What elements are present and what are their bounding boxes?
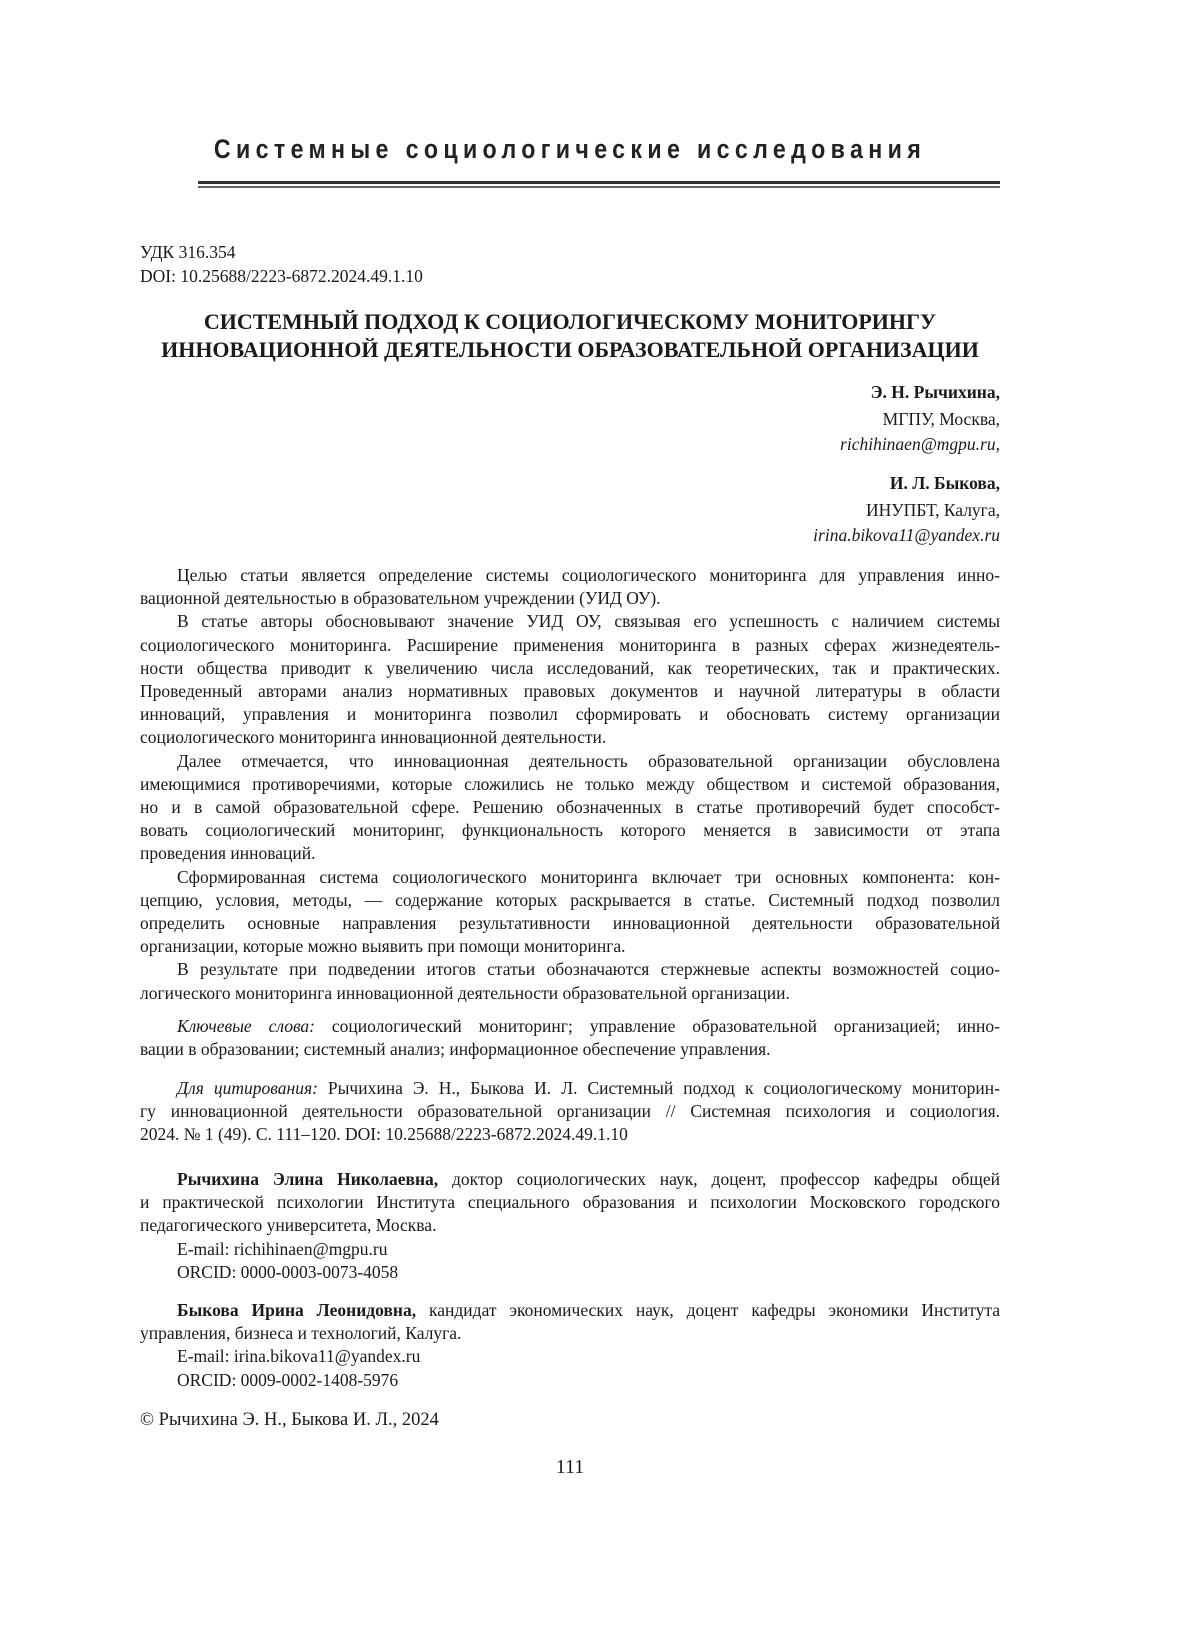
bio-text: доктор социологических наук, доцент, профессор кафедры общей	[438, 1169, 1000, 1189]
doi: DOI: 10.25688/2223-6872.2024.49.1.10	[140, 264, 423, 288]
article-meta	[140, 240, 423, 288]
author-email[interactable]: richihinaen@mgpu.ru,	[840, 432, 1000, 457]
abstract-line: логического мониторинга инновационной деятельности образовательной организации.	[140, 982, 1000, 1005]
author-1	[840, 380, 1000, 457]
abstract-paragraph	[140, 866, 1000, 959]
author-2	[813, 471, 1000, 548]
author-affiliation: МГПУ, Москва,	[840, 407, 1000, 432]
page-number: 111	[140, 1456, 1000, 1479]
citation-text: гу инновационной деятельности образовательной организации // Системная психология и социология.	[140, 1100, 1000, 1123]
bio-text: педагогического университета, Москва.	[140, 1214, 1000, 1237]
abstract-line: вовать социологический мониторинг, функциональность которого меняется в зависимости от этапа	[140, 819, 1000, 842]
abstract-paragraph	[140, 564, 1000, 610]
abstract-paragraph	[140, 750, 1000, 866]
header-rule	[198, 186, 1000, 188]
article-title	[140, 308, 1000, 364]
abstract-line: В статье авторы обосновывают значение УИД ОУ, связывая его успешность с наличием системы	[140, 610, 1000, 633]
author-name: И. Л. Быкова,	[813, 471, 1000, 496]
header-rule	[198, 181, 1000, 184]
abstract	[140, 564, 1000, 1005]
abstract-line: Далее отмечается, что инновационная деятельность образовательной организации обусловлена	[140, 750, 1000, 773]
abstract-paragraph	[140, 958, 1000, 1004]
udk: УДК 316.354	[140, 240, 423, 264]
abstract-line: проведения инноваций.	[140, 842, 1000, 865]
title-line: СИСТЕМНЫЙ ПОДХОД К СОЦИОЛОГИЧЕСКОМУ МОНИТОРИНГУ	[140, 308, 1000, 336]
keywords-text: вации в образовании; системный анализ; информационное обеспечение управления.	[140, 1038, 1000, 1061]
copyright: © Рычихина Э. Н., Быкова И. Л., 2024	[140, 1410, 439, 1431]
citation-text: 2024. № 1 (49). С. 111–120. DOI: 10.25688/2223-6872.2024.49.1.10	[140, 1123, 1000, 1146]
bio-text: кандидат экономических наук, доцент кафедры экономики Института	[416, 1300, 1000, 1320]
journal-section-title: Системные социологические исследования	[200, 134, 940, 165]
bio-orcid: ORCID: 0009-0002-1408-5976	[140, 1369, 1000, 1392]
author-bio-2	[140, 1299, 1000, 1392]
bio-text: и практической психологии Института специального образования и психологии Московского городского	[140, 1191, 1000, 1214]
abstract-line: Сформированная система социологического мониторинга включает три основных компонента: кон-	[140, 866, 1000, 889]
author-affiliation: ИНУПБТ, Калуга,	[813, 498, 1000, 523]
author-bio-1	[140, 1168, 1000, 1284]
abstract-line: цепцию, условия, методы, — содержание которых раскрывается в статье. Системный подход позволил	[140, 889, 1000, 912]
abstract-line: организации, которые можно выявить при помощи мониторинга.	[140, 935, 1000, 958]
citation-text: Рычихина Э. Н., Быкова И. Л. Системный подход к социологическому мониторин-	[318, 1078, 1000, 1098]
abstract-line: ности общества приводит к увеличению числа исследований, как теоретических, так и практических.	[140, 657, 1000, 680]
abstract-line: определить основные направления результативности инновационной деятельности образовательной	[140, 912, 1000, 935]
bio-text: управления, бизнеса и технологий, Калуга.	[140, 1322, 1000, 1345]
bio-name: Быкова Ирина Леонидовна,	[177, 1300, 416, 1320]
abstract-line: социологического мониторинга инновационной деятельности.	[140, 726, 1000, 749]
abstract-line: Целью статьи является определение системы социологического мониторинга для управления инно-	[140, 564, 1000, 587]
abstract-line: социологического мониторинга. Расширение применения мониторинга в разных сферах жизнедеятель-	[140, 634, 1000, 657]
bio-orcid: ORCID: 0000-0003-0073-4058	[140, 1261, 1000, 1284]
citation	[140, 1077, 1000, 1147]
citation-label: Для цитирования:	[177, 1078, 318, 1098]
keywords-label: Ключевые слова:	[177, 1016, 315, 1036]
keywords-text: социологический мониторинг; управление образовательной организацией; инно-	[315, 1016, 1000, 1036]
keywords	[140, 1015, 1000, 1061]
abstract-line: но и в самой образовательной сфере. Решению обозначенных в статье противоречий будет способст-	[140, 796, 1000, 819]
abstract-line: В результате при подведении итогов статьи обозначаются стержневые аспекты возможностей социо-	[140, 958, 1000, 981]
title-line: ИННОВАЦИОННОЙ ДЕЯТЕЛЬНОСТИ ОБРАЗОВАТЕЛЬНОЙ ОРГАНИЗАЦИИ	[140, 336, 1000, 364]
bio-email[interactable]: E-mail: richihinaen@mgpu.ru	[140, 1238, 1000, 1261]
abstract-paragraph	[140, 610, 1000, 749]
abstract-line: имеющимися противоречиями, которые сложились не только между обществом и системой образования,	[140, 773, 1000, 796]
author-email[interactable]: irina.bikova11@yandex.ru	[813, 523, 1000, 548]
abstract-line: инноваций, управления и мониторинга позволил сформировать и обосновать систему организации	[140, 703, 1000, 726]
bio-email[interactable]: E-mail: irina.bikova11@yandex.ru	[140, 1345, 1000, 1368]
abstract-line: Проведенный авторами анализ нормативных правовых документов и научной литературы в области	[140, 680, 1000, 703]
author-name: Э. Н. Рычихина,	[840, 380, 1000, 405]
abstract-line: вационной деятельностью в образовательном учреждении (УИД ОУ).	[140, 587, 1000, 610]
bio-name: Рычихина Элина Николаевна,	[177, 1169, 438, 1189]
